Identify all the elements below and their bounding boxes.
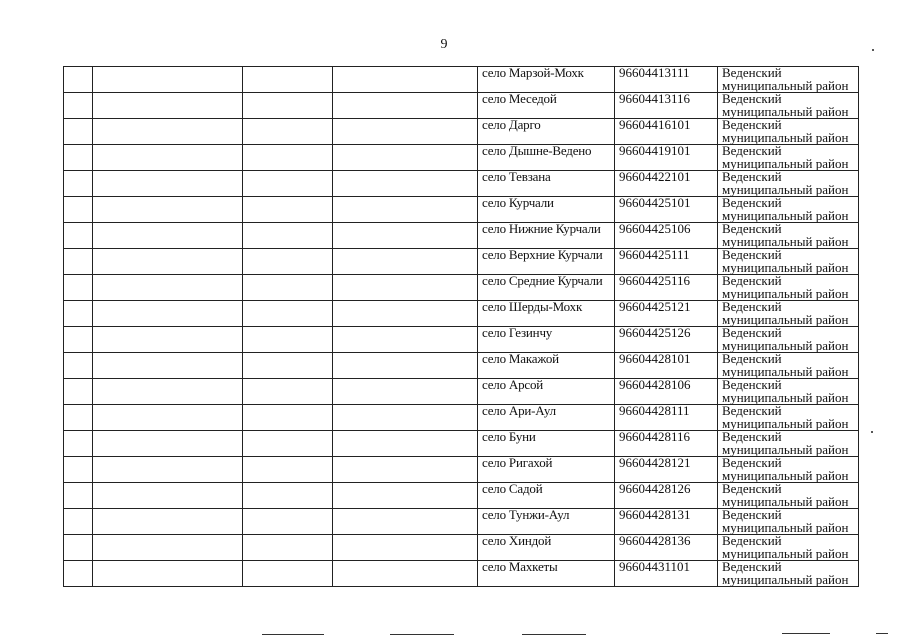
oktmo-code-cell: 96604425111	[615, 249, 718, 275]
oktmo-code-cell: 96604422101	[615, 171, 718, 197]
empty-cell	[93, 509, 243, 535]
municipality-line-2: муниципальный район	[722, 233, 849, 249]
municipality-line-2: муниципальный район	[722, 389, 849, 405]
municipality-line-1: Веденский	[722, 404, 782, 418]
oktmo-code-cell: 96604428101	[615, 353, 718, 379]
municipality-cell	[718, 249, 859, 275]
oktmo-code-cell: 96604425126	[615, 327, 718, 353]
table-row	[64, 483, 859, 509]
table-row	[64, 301, 859, 327]
municipality-cell	[718, 483, 859, 509]
municipality-line-1: Веденский	[722, 248, 782, 262]
empty-cell	[93, 275, 243, 301]
empty-cell	[64, 561, 93, 587]
municipality-cell	[718, 171, 859, 197]
empty-cell	[243, 353, 333, 379]
empty-cell	[333, 275, 478, 301]
empty-cell	[93, 145, 243, 171]
empty-cell	[333, 223, 478, 249]
empty-cell	[64, 249, 93, 275]
table-row	[64, 119, 859, 145]
empty-cell	[93, 93, 243, 119]
empty-cell	[64, 223, 93, 249]
municipality-line-1: Веденский	[722, 508, 782, 522]
settlement-name-cell: село Хиндой	[478, 535, 615, 561]
empty-cell	[333, 483, 478, 509]
empty-cell	[64, 145, 93, 171]
municipality-cell	[718, 561, 859, 587]
table-row	[64, 353, 859, 379]
settlement-name-cell: село Махкеты	[478, 561, 615, 587]
oktmo-code-cell: 96604419101	[615, 145, 718, 171]
table-row	[64, 327, 859, 353]
empty-cell	[93, 171, 243, 197]
settlement-name-cell: село Дышне-Ведено	[478, 145, 615, 171]
empty-cell	[243, 301, 333, 327]
page-number: 9	[440, 37, 448, 52]
empty-cell	[64, 405, 93, 431]
settlement-name-cell: село Ригахой	[478, 457, 615, 483]
empty-cell	[243, 379, 333, 405]
settlement-name-cell: село Арсой	[478, 379, 615, 405]
settlement-name-cell: село Тунжи-Аул	[478, 509, 615, 535]
footer-rule	[522, 634, 586, 635]
settlement-name-cell: село Средние Курчали	[478, 275, 615, 301]
municipality-line-2: муниципальный район	[722, 181, 849, 197]
empty-cell	[93, 405, 243, 431]
table-row	[64, 275, 859, 301]
empty-cell	[333, 301, 478, 327]
municipality-line-2: муниципальный район	[722, 493, 849, 509]
empty-cell	[243, 457, 333, 483]
table-row	[64, 379, 859, 405]
municipality-line-1: Веденский	[722, 430, 782, 444]
empty-cell	[64, 171, 93, 197]
table-row	[64, 67, 859, 93]
empty-cell	[93, 327, 243, 353]
empty-cell	[93, 431, 243, 457]
municipality-cell	[718, 353, 859, 379]
empty-cell	[333, 249, 478, 275]
municipality-line-2: муниципальный район	[722, 363, 849, 379]
municipality-line-2: муниципальный район	[722, 441, 849, 457]
oktmo-code-cell: 96604425121	[615, 301, 718, 327]
empty-cell	[243, 67, 333, 93]
empty-cell	[64, 379, 93, 405]
municipality-line-1: Веденский	[722, 274, 782, 288]
table-row	[64, 405, 859, 431]
oktmo-code-cell: 96604428106	[615, 379, 718, 405]
empty-cell	[93, 223, 243, 249]
empty-cell	[93, 67, 243, 93]
empty-cell	[93, 561, 243, 587]
municipality-line-1: Веденский	[722, 560, 782, 574]
empty-cell	[64, 67, 93, 93]
empty-cell	[64, 535, 93, 561]
oktmo-code-cell: 96604428121	[615, 457, 718, 483]
municipality-cell	[718, 223, 859, 249]
table-row	[64, 431, 859, 457]
table-row	[64, 561, 859, 587]
oktmo-code-cell: 96604425101	[615, 197, 718, 223]
oktmo-code-cell: 96604425116	[615, 275, 718, 301]
table-row	[64, 171, 859, 197]
empty-cell	[333, 67, 478, 93]
empty-cell	[333, 509, 478, 535]
empty-cell	[64, 457, 93, 483]
settlement-name-cell: село Курчали	[478, 197, 615, 223]
municipality-line-2: муниципальный район	[722, 571, 849, 587]
empty-cell	[243, 535, 333, 561]
municipality-line-1: Веденский	[722, 352, 782, 366]
empty-cell	[64, 301, 93, 327]
empty-cell	[333, 197, 478, 223]
empty-cell	[243, 119, 333, 145]
table-row	[64, 249, 859, 275]
empty-cell	[243, 483, 333, 509]
empty-cell	[333, 353, 478, 379]
oktmo-code-cell: 96604416101	[615, 119, 718, 145]
empty-cell	[93, 379, 243, 405]
table-row	[64, 509, 859, 535]
table-row	[64, 535, 859, 561]
municipality-line-2: муниципальный район	[722, 207, 849, 223]
settlements-table	[63, 66, 859, 587]
empty-cell	[64, 483, 93, 509]
empty-cell	[333, 93, 478, 119]
settlement-name-cell: село Тевзана	[478, 171, 615, 197]
municipality-cell	[718, 301, 859, 327]
empty-cell	[333, 379, 478, 405]
municipality-line-1: Веденский	[722, 326, 782, 340]
settlement-name-cell: село Буни	[478, 431, 615, 457]
oktmo-code-cell: 96604428136	[615, 535, 718, 561]
oktmo-code-cell: 96604428131	[615, 509, 718, 535]
municipality-line-1: Веденский	[722, 378, 782, 392]
empty-cell	[243, 275, 333, 301]
municipality-line-2: муниципальный район	[722, 311, 849, 327]
settlements-table-body	[64, 67, 859, 587]
empty-cell	[333, 457, 478, 483]
empty-cell	[333, 145, 478, 171]
municipality-cell	[718, 119, 859, 145]
oktmo-code-cell: 96604428116	[615, 431, 718, 457]
empty-cell	[64, 93, 93, 119]
empty-cell	[333, 535, 478, 561]
settlement-name-cell: село Верхние Курчали	[478, 249, 615, 275]
settlement-name-cell: село Марзой-Мохк	[478, 67, 615, 93]
settlement-name-cell: село Макажой	[478, 353, 615, 379]
empty-cell	[93, 301, 243, 327]
municipality-line-1: Веденский	[722, 170, 782, 184]
table-row	[64, 93, 859, 119]
municipality-line-2: муниципальный район	[722, 415, 849, 431]
empty-cell	[93, 353, 243, 379]
settlement-name-cell: село Дарго	[478, 119, 615, 145]
municipality-line-1: Веденский	[722, 456, 782, 470]
municipality-line-2: муниципальный район	[722, 337, 849, 353]
municipality-line-2: муниципальный район	[722, 519, 849, 535]
municipality-line-1: Веденский	[722, 222, 782, 236]
empty-cell	[333, 405, 478, 431]
municipality-cell	[718, 405, 859, 431]
municipality-cell	[718, 379, 859, 405]
empty-cell	[243, 327, 333, 353]
empty-cell	[64, 275, 93, 301]
empty-cell	[64, 197, 93, 223]
empty-cell	[93, 197, 243, 223]
municipality-cell	[718, 67, 859, 93]
settlement-name-cell: село Шерды-Мохк	[478, 301, 615, 327]
municipality-line-2: муниципальный район	[722, 129, 849, 145]
empty-cell	[243, 249, 333, 275]
municipality-cell	[718, 145, 859, 171]
empty-cell	[64, 353, 93, 379]
municipality-cell	[718, 509, 859, 535]
oktmo-code-cell: 96604413116	[615, 93, 718, 119]
empty-cell	[93, 457, 243, 483]
empty-cell	[333, 561, 478, 587]
table-row	[64, 457, 859, 483]
settlement-name-cell: село Меседой	[478, 93, 615, 119]
oktmo-code-cell: 96604431101	[615, 561, 718, 587]
municipality-line-2: муниципальный район	[722, 545, 849, 561]
table-row	[64, 223, 859, 249]
municipality-cell	[718, 431, 859, 457]
settlement-name-cell: село Ари-Аул	[478, 405, 615, 431]
empty-cell	[64, 327, 93, 353]
oktmo-code-cell: 96604425106	[615, 223, 718, 249]
municipality-line-1: Веденский	[722, 300, 782, 314]
footer-rule	[782, 633, 830, 634]
empty-cell	[64, 431, 93, 457]
scan-artifact-dot	[871, 431, 873, 433]
footer-rule	[262, 634, 324, 635]
municipality-line-2: муниципальный район	[722, 285, 849, 301]
empty-cell	[243, 171, 333, 197]
municipality-line-2: муниципальный район	[722, 155, 849, 171]
municipality-line-2: муниципальный район	[722, 103, 849, 119]
footer-rule	[876, 633, 888, 634]
settlement-name-cell: село Гезинчу	[478, 327, 615, 353]
municipality-line-1: Веденский	[722, 66, 782, 80]
scan-artifact-dot	[872, 49, 874, 51]
municipality-cell	[718, 275, 859, 301]
municipality-line-1: Веденский	[722, 92, 782, 106]
empty-cell	[333, 327, 478, 353]
municipality-cell	[718, 197, 859, 223]
municipality-line-2: муниципальный район	[722, 259, 849, 275]
municipality-line-1: Веденский	[722, 482, 782, 496]
settlement-name-cell: село Садой	[478, 483, 615, 509]
oktmo-code-cell: 96604413111	[615, 67, 718, 93]
footer-rule	[390, 634, 454, 635]
empty-cell	[243, 93, 333, 119]
municipality-cell	[718, 457, 859, 483]
municipality-cell	[718, 327, 859, 353]
municipality-cell	[718, 93, 859, 119]
empty-cell	[93, 119, 243, 145]
empty-cell	[333, 431, 478, 457]
municipality-line-1: Веденский	[722, 196, 782, 210]
municipality-cell	[718, 535, 859, 561]
table-row	[64, 145, 859, 171]
municipality-line-1: Веденский	[722, 118, 782, 132]
oktmo-code-cell: 96604428111	[615, 405, 718, 431]
empty-cell	[243, 431, 333, 457]
municipality-line-2: муниципальный район	[722, 467, 849, 483]
empty-cell	[93, 249, 243, 275]
empty-cell	[333, 119, 478, 145]
empty-cell	[243, 561, 333, 587]
empty-cell	[93, 483, 243, 509]
municipality-line-1: Веденский	[722, 144, 782, 158]
empty-cell	[243, 509, 333, 535]
municipality-line-1: Веденский	[722, 534, 782, 548]
empty-cell	[64, 119, 93, 145]
empty-cell	[243, 405, 333, 431]
municipality-line-2: муниципальный район	[722, 77, 849, 93]
empty-cell	[243, 197, 333, 223]
empty-cell	[333, 171, 478, 197]
oktmo-code-cell: 96604428126	[615, 483, 718, 509]
table-row	[64, 197, 859, 223]
empty-cell	[243, 223, 333, 249]
empty-cell	[64, 509, 93, 535]
empty-cell	[243, 145, 333, 171]
settlement-name-cell: село Нижние Курчали	[478, 223, 615, 249]
empty-cell	[93, 535, 243, 561]
